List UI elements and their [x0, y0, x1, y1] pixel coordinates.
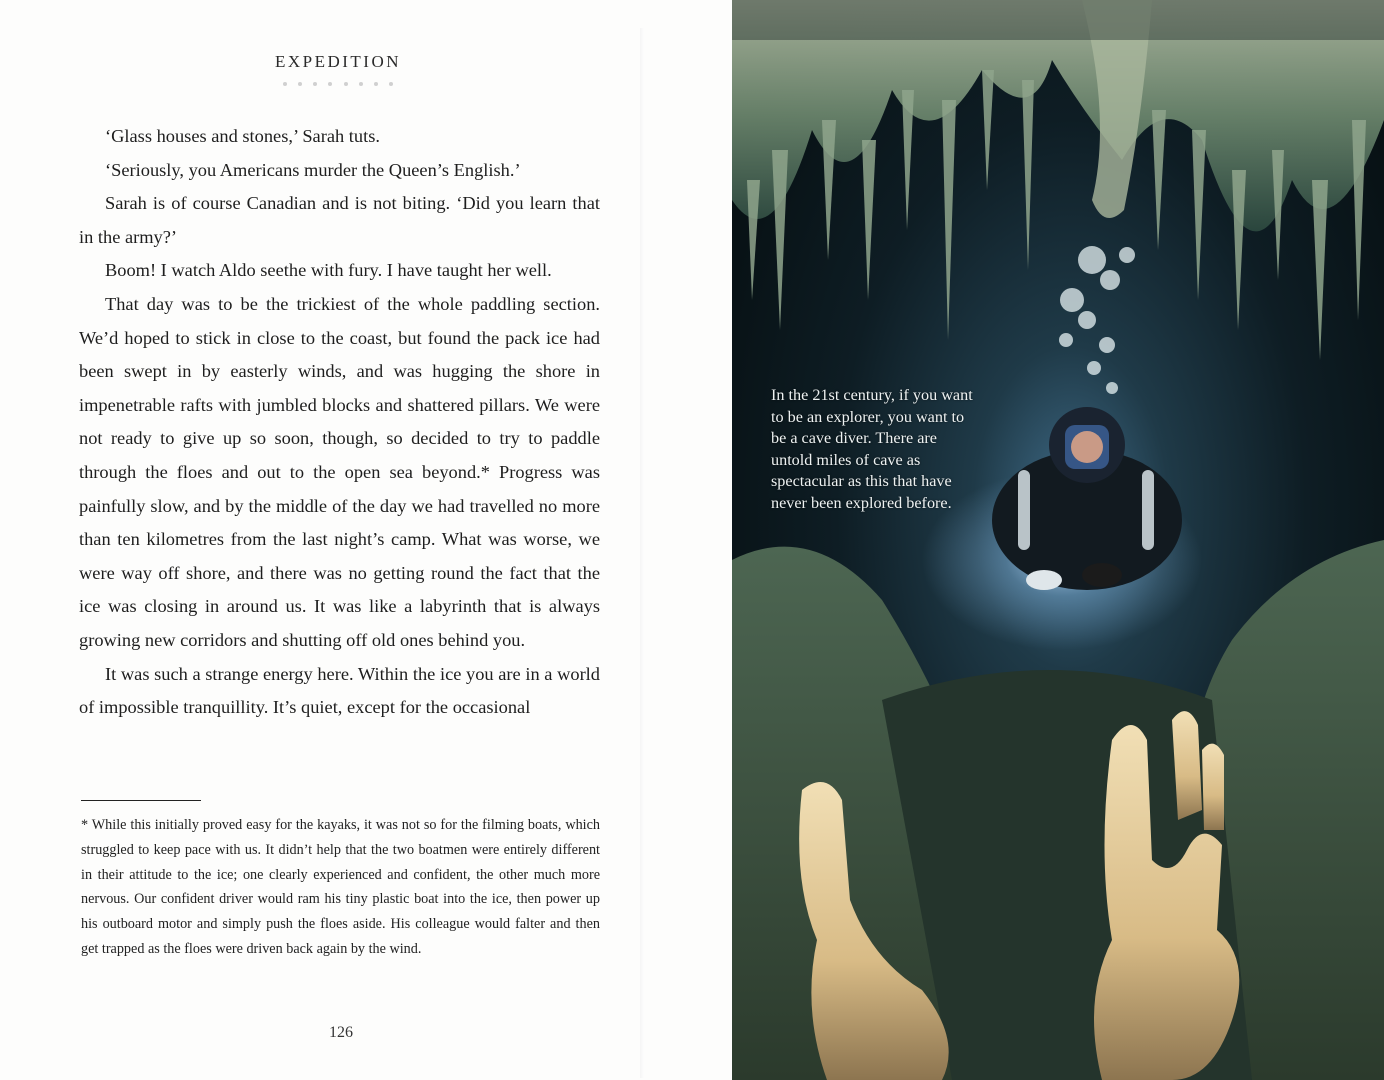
body-text — [79, 120, 600, 725]
paragraph: Boom! I watch Aldo seethe with fury. I have taught her well. — [105, 260, 552, 281]
photo-caption: In the 21st century, if you want to be an explorer, you want to be a cave diver. There are untold miles of cave as spectacular as this that have never been explored before. — [771, 386, 973, 512]
paragraph: It was such a strange energy here. Within the ice you are in a world of impossible tranquillity. It’s quiet, except for the occasional — [79, 663, 600, 718]
ornament-dots — [283, 80, 393, 88]
cave-diver-photo — [732, 0, 1384, 1080]
page-number: 126 — [329, 1024, 353, 1041]
right-page — [732, 0, 1384, 1080]
paragraph: Sarah is of course Canadian and is not biting. ‘Did you learn that in the army?’ — [79, 193, 600, 247]
running-head: EXPEDITION — [274, 52, 402, 71]
footnote-rule — [81, 800, 201, 801]
gutter-shadow — [640, 28, 644, 1078]
footnote: * While this initially proved easy for the kayaks, it was not so for the filming boats, which struggled to keep pace with us. It didn’t help that the two boatmen were entirely different in their attitude to the ice; one clearly experienced and confident, the other much more nervous. Our confident driver would ram his tiny plastic boat into the ice, then power up his outboard motor and simply push the floes aside. His colleague would falter and then get trapped as the floes were driven back again by the wind. — [81, 817, 600, 957]
paragraph: ‘Seriously, you Americans murder the Queen’s English.’ — [105, 159, 521, 180]
paragraph: That day was to be the trickiest of the whole paddling section. We’d hoped to stick in close to the coast, but found the pack ice had been swept in by easterly winds, and was hugging the shore in impenetrable rafts with jumbled blocks and shattered pillars. We were not ready to give up so soon, though, so decided to try to paddle through the floes and out to the open sea beyond.* Progress was painfully slow, and by the middle of the day we had travelled no more than ten kilometres from the last night’s camp. What was worse, we were way off shore, and there was no getting round the fact that the ice was closing in around us. It was like a labyrinth that is always growing new corridors and shutting off old ones behind you. — [79, 293, 600, 650]
paragraph: ‘Glass houses and stones,’ Sarah tuts. — [105, 126, 380, 146]
